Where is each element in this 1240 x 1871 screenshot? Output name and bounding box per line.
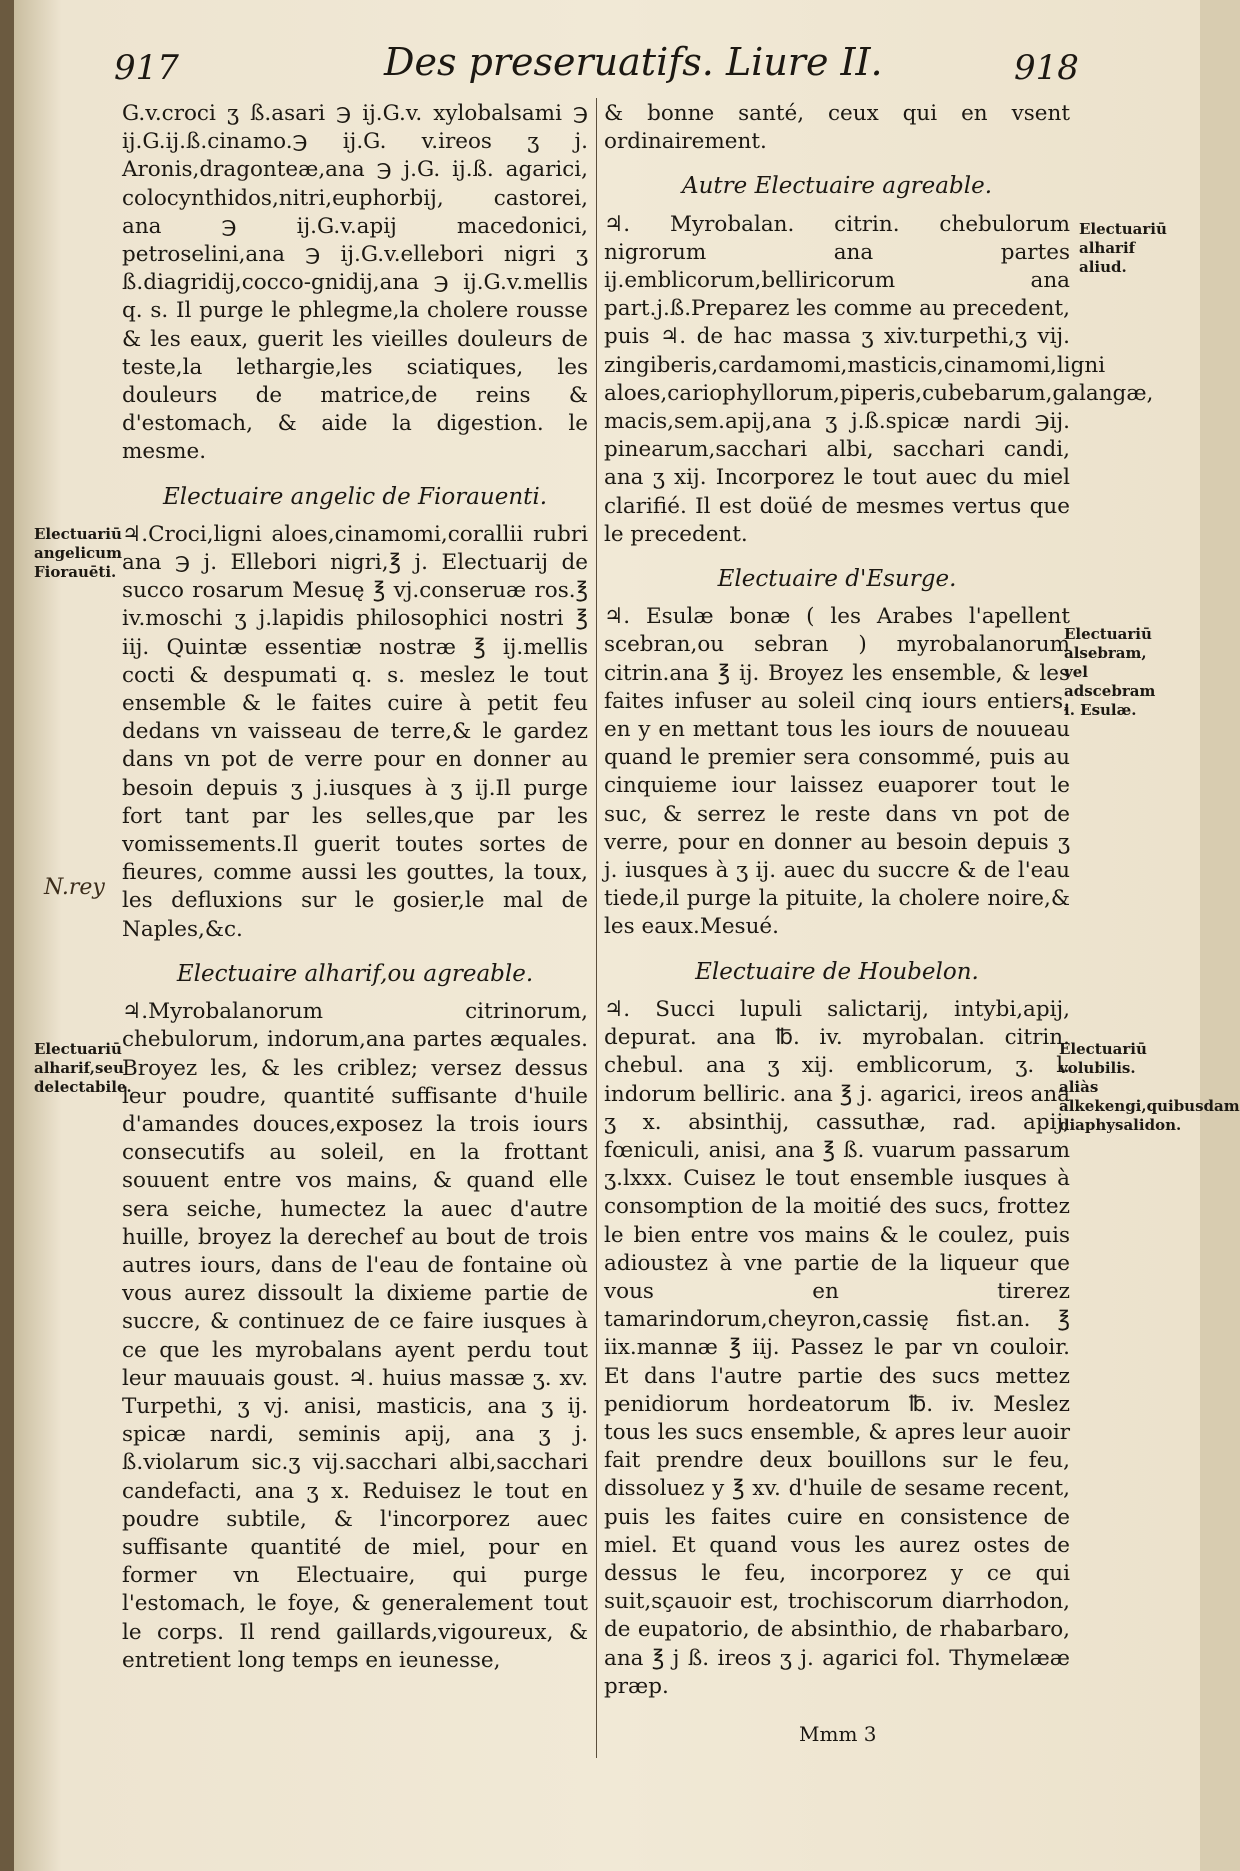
folio-left: 917 [114,48,179,88]
heading-autre: Autre Electuaire agreable. [681,173,993,200]
heading-alharif: Electuaire alharif,ou agreable. [176,960,534,987]
folio-right: 918 [1014,48,1079,88]
left-paragraph-2: ♃.Croci,ligni aloes,cinamomi,corallii rubri ana ℈ j. Ellebori nigri,℥ j. Electuarij de succo rosarum Mesuę ℥ vj.conseruæ ros.℥ iv.moschi ʒ j.lapidis philosophici nostri ℥ iij. Quintæ essentiæ nostræ ℥ ij.mellis cocti & despumati q. s. meslez le tout ensemble & le faites cuire à petit feu dedans vn vaisseau de terre,& le gardez dans vn pot de verre pour en donner au besoin depuis ʒ j.iusques à ʒ ij.Il purge fort tant par les selles,que par les vomissements.Il guerit toutes sortes de fieures, comme aussi les gouttes, la toux, les defluxions sur le gosier,le mal de Naples,&c. [122,521,588,942]
handwritten-mark: N.rey [44,875,105,900]
book-page [14,0,1240,1871]
left-paragraph-3: ♃.Myrobalanorum citrinorum, chebulorum, indorum,ana partes æquales. Broyez les, & les criblez; versez dessus leur poudre, quantité suffisante d'huile d'amandes douces,exposez la trois iours consecutifs au soleil, en la frottant souuent entre vos mains, & quand elle sera seiche, humectez la auec d'autre huille, broyez la derechef au bout de trois autres iours, dans de l'eau de fontaine où vous aurez dissoult la dixieme partie de succre, & continuez de ce faire iusques à ce que les myrobalans ayent perdu tout leur mauuais goust. ♃. huius massæ ʒ. xv. Turpethi, ʒ vj. anisi, masticis, ana ʒ ij. spicæ nardi, seminis apij, ana ʒ j. ß.violarum sic.ʒ vij.sacchari albi,sacchari candefacti, ana ʒ x. Reduisez le tout en poudre subtile, & l'incorporez auec suffisante quantité de miel, pour en former vn Electuaire, qui purge l'estomach, le foye, & generalement tout le corps. Il rend gaillards,vigoureux, & entretient long temps en ieunesse, [122,999,588,1673]
left-column [122,100,588,1675]
running-head [14,40,1200,100]
heading-angelic: Electuaire angelic de Fiorauenti. [162,483,548,510]
left-paragraph-1: G.v.croci ʒ ß.asari ℈ ij.G.v. xylobalsami ℈ ij.G.ij.ß.cinamo.℈ ij.G. v.ireos ʒ j. Aronis,dragonteæ,ana ℈ j.G. ij.ß. agarici, colocynthidos,nitri,euphorbij, castorei, ana ℈ ij.G.v.apij macedonici, petroselini,ana ℈ ij.G.v.ellebori nigri ʒ ß.diagridij,cocco-gnidij,ana ℈ ij.G.v.mellis q. s. Il purge le phlegme,la cholere rousse & les eaux, guerit les vieilles douleurs de teste,la lethargie,les sciatiques, les douleurs de matrice,de reins & d'estomach, & aide la digestion. le mesme. [122,101,588,465]
heading-esurge: Electuaire d'Esurge. [717,566,957,593]
column-rule [596,98,597,1758]
right-paragraph-4: ♃. Succi lupuli salictarij, intybi,apij, depurat. ana ℔. iv. myrobalan. citrin. chebul. ana ʒ xij. emblicorum, ʒ. l. indorum belliric. ana ℥ j. agarici, ireos ana ʒ x. absinthij, cassuthæ, rad. apij, fœniculi, anisi, ana ℥ ß. vuarum passarum ʒ.lxxx. Cuisez le tout ensemble iusques à consomption de la moitié des sucs, frottez le bien entre vos mains & le coulez, puis adioustez à vne partie de la liqueur que vous en tirerez tamarindorum,cheyron,cassię fist.an. ℥ iix.mannæ ℥ iij. Passez le par vn couloir. Et dans l'autre partie des sucs mettez penidiorum hordeatorum ℔. iv. Meslez tous les sucs ensemble, & apres leur auoir fait prendre deux bouillons sur le feu, dissoluez y ℥ xv. d'huile de sesame recent, puis les faites cuire en consistence de miel. Et quand vous les aurez ostes de dessus le feu, incorporez y ce qui suit,sçauoir est, trochiscorum diarrhodon, de eupatorio, de absinthio, de rhabarbaro, ana ℥ j ß. ireos ʒ j. agarici fol. Thymelææ præp. [604,996,1070,1699]
right-paragraph-2: ♃. Myrobalan. citrin. chebulorum nigrorum ana partes ij.emblicorum,belliricorum ana part.j.ß.Preparez les comme au precedent, puis ♃. de hac massa ʒ xiv.turpethi,ʒ vij. zingiberis,cardamomi,masticis,cinamomi,ligni aloes,cariophyllorum,piperis,cubebarum,galangæ, macis,sem.apij,ana ʒ j.ß.spicæ nardi ℈ij. pinearum,sacchari albi, sacchari candi, ana ʒ xij. Incorporez le tout auec du miel clarifié. Il est doüé de mesmes vertus que le precedent. [604,211,1154,547]
right-paragraph-3: ♃. Esulæ bonæ ( les Arabes l'apellent scebran,ou sebran ) myrobalanorum citrin.ana ℥ ij. Broyez les ensemble, & les faites infuser au soleil cinq iours entiers, en y en mettant tous les iours de nouueau quand le premier sera consommé, puis au cinquieme iour laissez euaporer tout le suc, & serrez le reste dans vn pot de verre, pour en donner au besoin depuis ʒ j. iusques à ʒ ij. auec du succre & de l'eau tiede,il purge la pituite, la cholere noire,& les eaux.Mesué. [604,604,1070,940]
heading-houbelon: Electuaire de Houbelon. [695,958,979,985]
book-gutter [0,0,14,1871]
right-paragraph-1: & bonne santé, ceux qui en vsent ordinairement. [604,101,1070,155]
margin-note-alsebram: Electuariū alsebram, vel adscebram i. Esulæ. [1064,625,1156,719]
margin-note-volubilis: Electuariū volubilis. aliàs alkekengi,quibusdam diaphysalidon. [1059,1040,1240,1134]
margin-note-angelicum: Electuariū angelicum Fiorauēti. [34,525,122,581]
signature-mark: Mmm 3 [799,1722,877,1746]
margin-note-alharif-left: Electuariū alharif,seu delectabile. [34,1040,132,1096]
margin-note-alharif-right: Electuariū alharif aliud. [1079,220,1167,276]
page-title: Des preseruatifs. Liure II. [384,40,883,84]
